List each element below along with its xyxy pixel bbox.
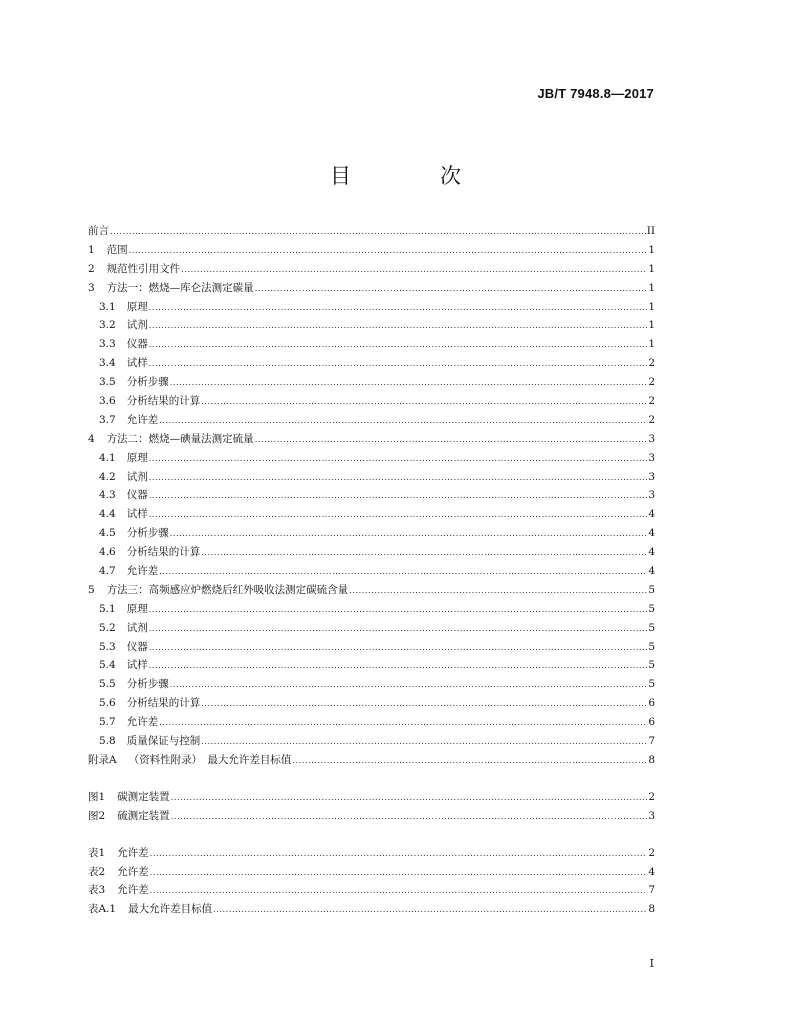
toc-entry-number: 4.4 — [99, 508, 116, 521]
toc-leader-dots — [255, 431, 648, 450]
toc-entry-number: 表1 — [88, 846, 106, 859]
toc-entry-page: 3 — [648, 432, 655, 445]
toc-entry-label: 试剂 — [126, 470, 148, 483]
toc-entry-label: 允许差 — [126, 565, 159, 578]
toc-entry[interactable] — [88, 468, 655, 487]
toc-leader-dots — [110, 223, 646, 242]
toc-entry[interactable] — [88, 411, 655, 430]
toc-entry-label: 范围 — [106, 243, 128, 256]
toc-entry-page: 3 — [648, 470, 655, 483]
table-of-contents — [88, 222, 655, 919]
footer-page-number: I — [649, 957, 654, 970]
toc-entry-number: 3.7 — [99, 413, 116, 426]
toc-entry[interactable] — [88, 581, 655, 600]
toc-leader-dots — [159, 412, 647, 431]
toc-entry[interactable] — [88, 373, 655, 392]
toc-entry[interactable] — [88, 543, 655, 562]
toc-leader-dots — [149, 506, 648, 525]
toc-entry[interactable] — [88, 486, 655, 505]
toc-leader-dots — [149, 450, 648, 469]
toc-entry-number: 4.7 — [99, 565, 116, 578]
toc-entry[interactable] — [88, 713, 655, 732]
toc-entry-label: 前言 — [88, 225, 109, 237]
toc-entry-page: 1 — [648, 243, 655, 256]
toc-entry-label: 允许差 — [126, 413, 159, 426]
toc-entry-label: 方法二：燃烧—碘量法测定硫量 — [106, 432, 254, 445]
toc-leader-dots — [149, 317, 648, 336]
toc-entry-label: （资料性附录） 最大允许差目标值 — [128, 753, 292, 766]
toc-entry-page: 7 — [648, 735, 655, 748]
toc-entry-page: 7 — [648, 884, 655, 897]
toc-leader-dots — [159, 714, 647, 733]
toc-leader-dots — [170, 676, 648, 695]
toc-entry-page: 5 — [648, 640, 655, 653]
toc-entry-number: 5.4 — [99, 659, 116, 672]
toc-entry[interactable] — [88, 807, 655, 826]
toc-entry-page: 2 — [648, 376, 655, 389]
toc-entry-label: 分析结果的计算 — [126, 546, 201, 559]
toc-entry-number: 4.1 — [99, 451, 116, 464]
toc-entry-label: 碳测定装置 — [117, 790, 170, 803]
toc-entry-page: 4 — [648, 527, 655, 540]
toc-entry-number: 5.1 — [99, 602, 116, 615]
toc-entry[interactable] — [88, 844, 655, 863]
toc-section-gap — [88, 770, 655, 788]
toc-entry-label: 质量保证与控制 — [126, 735, 201, 748]
toc-entry-page: 1 — [648, 300, 655, 313]
toc-leader-dots — [201, 544, 647, 563]
toc-entry-number: 3.6 — [99, 395, 116, 408]
toc-entry[interactable] — [88, 335, 655, 354]
toc-leader-dots — [150, 845, 648, 864]
standard-code: JB/T 7948.8—2017 — [537, 86, 654, 101]
toc-entry-label: 硫测定装置 — [117, 809, 170, 822]
toc-entry-label: 原理 — [126, 300, 148, 313]
toc-entry-number: 3.2 — [99, 319, 116, 332]
toc-leader-dots — [349, 582, 647, 601]
toc-entry[interactable] — [88, 656, 655, 675]
toc-entry-label: 试剂 — [126, 621, 148, 634]
toc-entry-number: 表3 — [88, 884, 106, 897]
toc-entry[interactable] — [88, 619, 655, 638]
toc-entry-page: 4 — [648, 565, 655, 578]
toc-entry[interactable] — [88, 316, 655, 335]
toc-entry-page: II — [646, 225, 655, 237]
toc-leader-dots — [129, 242, 648, 261]
toc-entry-number: 2 — [88, 262, 95, 275]
toc-entry[interactable] — [88, 900, 655, 919]
toc-entry[interactable] — [88, 638, 655, 657]
toc-entry-label: 允许差 — [117, 865, 149, 878]
toc-leader-dots — [149, 487, 648, 506]
toc-entry-label: 仪器 — [126, 640, 148, 653]
toc-entry-page: 2 — [648, 413, 655, 426]
toc-entry-number: 5.5 — [99, 678, 116, 691]
toc-leader-dots — [159, 563, 647, 582]
toc-entry[interactable] — [88, 392, 655, 411]
toc-entry-label: 试剂 — [126, 319, 148, 332]
toc-entry-page: 5 — [648, 659, 655, 672]
toc-entry-label: 分析步骤 — [126, 527, 169, 540]
toc-entry-label: 试样 — [126, 659, 148, 672]
toc-entry-label: 原理 — [126, 602, 148, 615]
toc-entry-page: 8 — [648, 903, 655, 916]
toc-entry[interactable] — [88, 600, 655, 619]
toc-entry-label: 分析结果的计算 — [126, 697, 201, 710]
toc-entry-page: 5 — [648, 583, 655, 596]
toc-leader-dots — [170, 525, 648, 544]
toc-entry[interactable] — [88, 505, 655, 524]
toc-entry-label: 规范性引用文件 — [106, 262, 181, 275]
toc-entry-label: 分析结果的计算 — [126, 395, 201, 408]
toc-leader-dots — [149, 336, 648, 355]
toc-entry-number: 5.3 — [99, 640, 116, 653]
toc-entry-label: 允许差 — [126, 716, 159, 729]
toc-entry[interactable] — [88, 863, 655, 882]
toc-entry-label: 分析步骤 — [126, 376, 169, 389]
toc-entry-page: 1 — [648, 262, 655, 275]
toc-leader-dots — [201, 695, 647, 714]
toc-leader-dots — [149, 620, 648, 639]
toc-entry[interactable] — [88, 694, 655, 713]
toc-leader-dots — [149, 601, 648, 620]
toc-leader-dots — [149, 355, 648, 374]
toc-leader-dots — [149, 657, 648, 676]
toc-entry-page: 3 — [648, 489, 655, 502]
toc-entry-page: 8 — [648, 753, 655, 766]
toc-entry-number: 3 — [88, 281, 95, 294]
page-title: 目 次 — [330, 164, 495, 188]
toc-entry[interactable] — [88, 430, 655, 449]
toc-entry[interactable] — [88, 732, 655, 751]
toc-entry-number: 5.2 — [99, 621, 116, 634]
toc-entry[interactable] — [88, 675, 655, 694]
toc-entry[interactable] — [88, 298, 655, 317]
toc-leader-dots — [150, 882, 648, 901]
toc-leader-dots — [292, 752, 647, 771]
toc-entry-number: 5.7 — [99, 716, 116, 729]
toc-entry-label: 允许差 — [117, 846, 149, 859]
toc-entry-label: 最大允许差目标值 — [128, 903, 213, 916]
toc-entry-number: 4.3 — [99, 489, 116, 502]
toc-entry-page: 6 — [648, 716, 655, 729]
toc-entry-number: 表A.1 — [88, 903, 117, 916]
toc-entry[interactable] — [88, 751, 655, 770]
toc-entry-page: 4 — [648, 546, 655, 559]
toc-entry-label: 方法一：燃烧—库仑法测定碳量 — [106, 281, 254, 294]
toc-entry[interactable] — [88, 222, 655, 241]
toc-entry-label: 仪器 — [126, 489, 148, 502]
toc-entry-page: 4 — [648, 865, 655, 878]
toc-entry-page: 4 — [648, 508, 655, 521]
toc-entry[interactable] — [88, 279, 655, 298]
toc-entry-number: 图1 — [88, 790, 106, 803]
toc-leader-dots — [171, 789, 648, 808]
toc-entry-number: 1 — [88, 243, 95, 256]
toc-leader-dots — [201, 733, 647, 752]
toc-entry-label: 方法三：高频感应炉燃烧后红外吸收法测定碳硫含量 — [106, 583, 349, 596]
toc-entry-label: 原理 — [126, 451, 148, 464]
toc-section-gap — [88, 826, 655, 844]
toc-entry-number: 图2 — [88, 809, 106, 822]
toc-entry[interactable] — [88, 524, 655, 543]
toc-entry[interactable] — [88, 449, 655, 468]
toc-leader-dots — [149, 469, 648, 488]
toc-entry-page: 5 — [648, 678, 655, 691]
toc-entry[interactable] — [88, 354, 655, 373]
toc-entry-label: 分析步骤 — [126, 678, 169, 691]
toc-entry[interactable] — [88, 562, 655, 581]
toc-entry[interactable] — [88, 241, 655, 260]
toc-leader-dots — [213, 901, 647, 920]
toc-entry[interactable] — [88, 788, 655, 807]
toc-entry-page: 2 — [648, 395, 655, 408]
toc-entry-number: 表2 — [88, 865, 106, 878]
toc-entry-page: 2 — [648, 357, 655, 370]
toc-leader-dots — [149, 639, 648, 658]
toc-entry-number: 5.6 — [99, 697, 116, 710]
toc-entry-number: 3.3 — [99, 338, 116, 351]
toc-entry-page: 5 — [648, 602, 655, 615]
toc-entry-page: 2 — [648, 790, 655, 803]
toc-entry-page: 3 — [648, 809, 655, 822]
toc-leader-dots — [201, 393, 647, 412]
toc-entry-page: 5 — [648, 621, 655, 634]
toc-entry-label: 试样 — [126, 357, 148, 370]
toc-entry-page: 1 — [648, 281, 655, 294]
toc-leader-dots — [149, 299, 648, 318]
toc-entry-label: 仪器 — [126, 338, 148, 351]
toc-leader-dots — [170, 374, 648, 393]
toc-leader-dots — [255, 280, 648, 299]
toc-entry-number: 4.2 — [99, 470, 116, 483]
toc-entry-page: 6 — [648, 697, 655, 710]
toc-entry-label: 允许差 — [117, 884, 149, 897]
toc-entry-page: 2 — [648, 846, 655, 859]
toc-entry-number: 3.4 — [99, 357, 116, 370]
toc-entry[interactable] — [88, 260, 655, 279]
toc-leader-dots — [171, 808, 648, 827]
toc-leader-dots — [150, 864, 648, 883]
toc-entry-page: 1 — [648, 338, 655, 351]
toc-entry-page: 3 — [648, 451, 655, 464]
toc-leader-dots — [181, 261, 647, 280]
toc-entry-page: 1 — [648, 319, 655, 332]
toc-entry-number: 3.1 — [99, 300, 116, 313]
toc-entry-number: 5.8 — [99, 735, 116, 748]
toc-entry[interactable] — [88, 881, 655, 900]
toc-entry-number: 附录A — [88, 753, 117, 766]
toc-entry-number: 4 — [88, 432, 95, 445]
toc-entry-number: 3.5 — [99, 376, 116, 389]
toc-entry-number: 5 — [88, 583, 95, 596]
toc-entry-number: 4.5 — [99, 527, 116, 540]
toc-entry-label: 试样 — [126, 508, 148, 521]
toc-entry-number: 4.6 — [99, 546, 116, 559]
